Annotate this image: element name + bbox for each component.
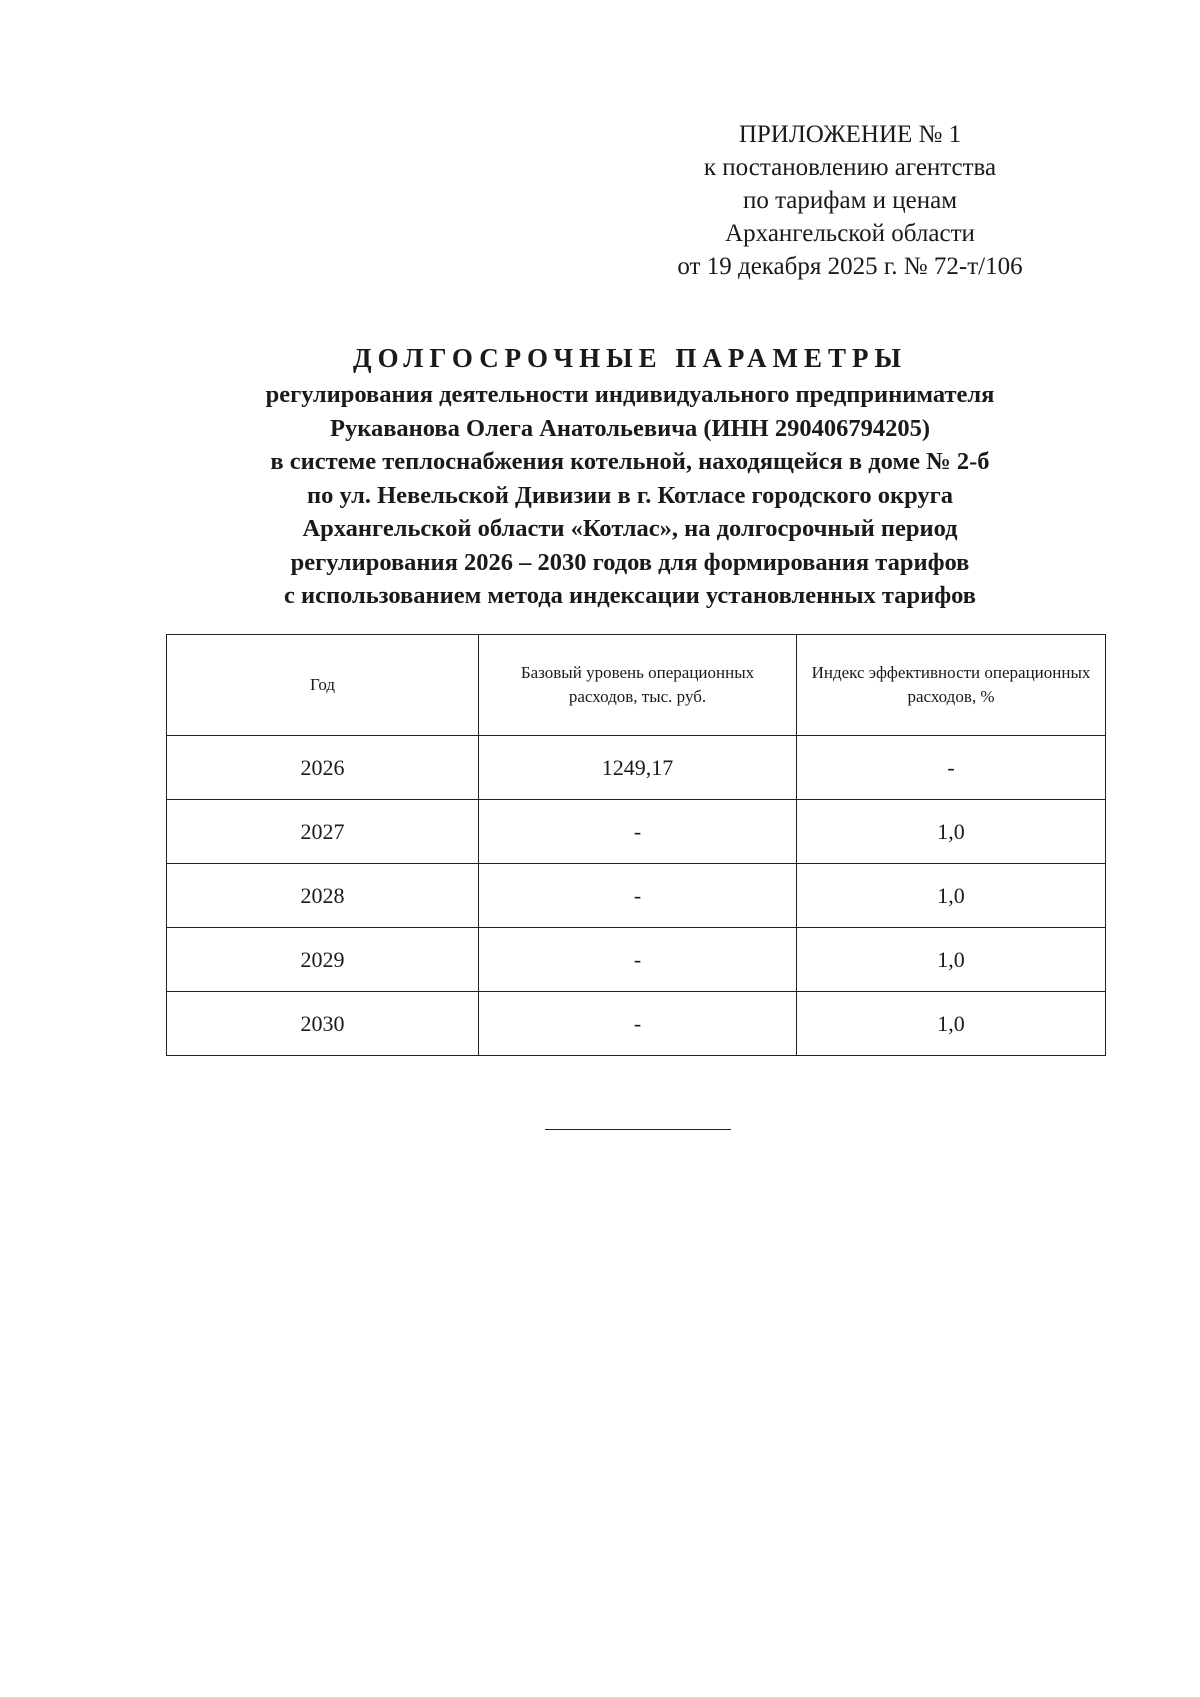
header-base-level: Базовый уровень операционных расходов, тыс. руб.	[479, 635, 797, 736]
title-line: регулирования 2026 – 2030 годов для формирования тарифов	[290, 548, 970, 576]
appendix-line: по тарифам и ценам	[742, 187, 958, 214]
document-title-block	[180, 340, 1080, 613]
table-row	[167, 800, 1106, 864]
title-line: по ул. Невельской Дивизии в г. Котласе городского округа	[306, 481, 953, 509]
title-line: в системе теплоснабжения котельной, находящейся в доме № 2-б	[270, 448, 990, 475]
document-title: ДОЛГОСРОЧНЫЕ ПАРАМЕТРЫ	[353, 343, 907, 373]
cell-base-level: -	[479, 928, 797, 992]
title-line: Рукаванова Олега Анатольевича (ИНН 290406794205)	[329, 414, 931, 442]
table-row	[167, 928, 1106, 992]
table-header-row	[167, 635, 1106, 736]
cell-efficiency-index: -	[797, 736, 1106, 800]
cell-base-level: 1249,17	[479, 736, 797, 800]
table-row	[167, 864, 1106, 928]
cell-base-level: -	[479, 864, 797, 928]
appendix-line: Архангельской области	[725, 220, 975, 247]
header-year: Год	[167, 635, 479, 736]
header-efficiency-index: Индекс эффективности операционных расходов, %	[797, 635, 1106, 736]
appendix-line: ПРИЛОЖЕНИЕ № 1	[738, 121, 962, 148]
cell-efficiency-index: 1,0	[797, 992, 1106, 1056]
cell-year: 2029	[167, 928, 479, 992]
cell-efficiency-index: 1,0	[797, 800, 1106, 864]
cell-year: 2028	[167, 864, 479, 928]
appendix-line: от 19 декабря 2025 г. № 72-т/106	[677, 253, 1023, 280]
parameters-table	[166, 634, 1106, 1056]
cell-base-level: -	[479, 800, 797, 864]
cell-efficiency-index: 1,0	[797, 864, 1106, 928]
title-line: регулирования деятельности индивидуального предпринимателя	[265, 381, 995, 408]
end-of-document-rule	[545, 1129, 731, 1130]
appendix-header	[640, 118, 1060, 283]
appendix-line: к постановлению агентства	[703, 154, 997, 181]
title-line: Архангельской области «Котлас», на долгосрочный период	[302, 515, 958, 542]
table-row	[167, 736, 1106, 800]
cell-year: 2027	[167, 800, 479, 864]
table-row	[167, 992, 1106, 1056]
cell-year: 2026	[167, 736, 479, 800]
cell-base-level: -	[479, 992, 797, 1056]
cell-efficiency-index: 1,0	[797, 928, 1106, 992]
title-line: с использованием метода индексации установленных тарифов	[283, 582, 977, 609]
cell-year: 2030	[167, 992, 479, 1056]
